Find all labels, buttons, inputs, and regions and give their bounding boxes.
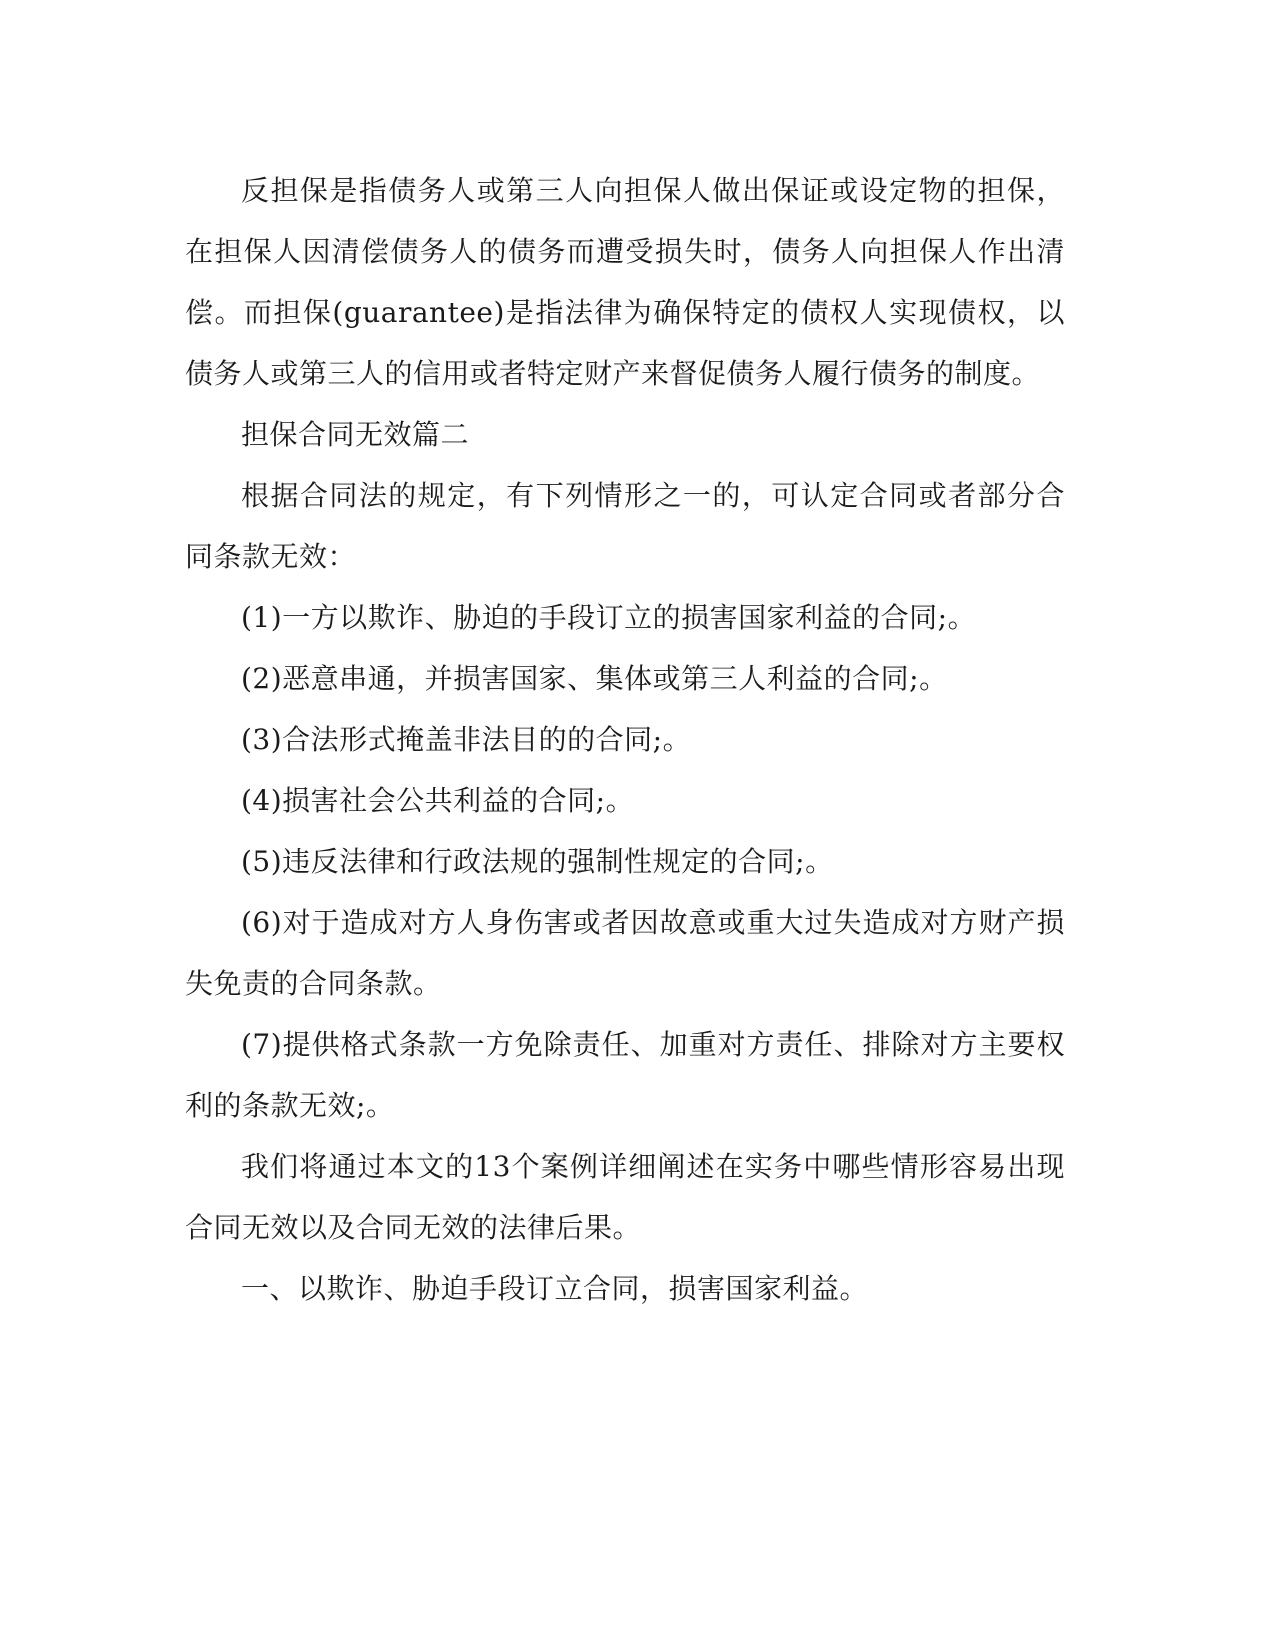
list-item-5: (5)违反法律和行政法规的强制性规定的合同;。 xyxy=(241,845,834,878)
list-item-3: (3)合法形式掩盖非法目的的合同;。 xyxy=(241,723,692,756)
document-body xyxy=(185,160,1065,1319)
list-item-7: (7)提供格式条款一方免除责任、加重对方责任、排除对方主要权利的条款无效;。 xyxy=(185,1028,1065,1122)
paragraph-counter-guarantee-definition: 反担保是指债务人或第三人向担保人做出保证或设定物的担保，在担保人因清偿债务人的债务而遭受损失时，债务人向担保人作出清偿。而担保(guarantee)是指法律为确保特定的债权人实现债权，以债务人或第三人的信用或者特定财产来督促债务人履行债务的制度。 xyxy=(185,174,1065,390)
list-item-1: (1)一方以欺诈、胁迫的手段订立的损害国家利益的合同;。 xyxy=(241,601,977,634)
paragraph-case-overview: 我们将通过本文的13个案例详细阐述在实务中哪些情形容易出现合同无效以及合同无效的法律后果。 xyxy=(185,1150,1065,1244)
paragraph-contract-law-intro: 根据合同法的规定，有下列情形之一的，可认定合同或者部分合同条款无效： xyxy=(185,479,1065,573)
section-heading-case-one: 一、以欺诈、胁迫手段订立合同，损害国家利益。 xyxy=(241,1272,869,1305)
list-item-2: (2)恶意串通，并损害国家、集体或第三人利益的合同;。 xyxy=(241,662,948,695)
list-item-4: (4)损害社会公共利益的合同;。 xyxy=(241,784,635,817)
section-heading-part-two: 担保合同无效篇二 xyxy=(241,418,470,451)
list-item-6: (6)对于造成对方人身伤害或者因故意或重大过失造成对方财产损失免责的合同条款。 xyxy=(185,906,1065,1000)
